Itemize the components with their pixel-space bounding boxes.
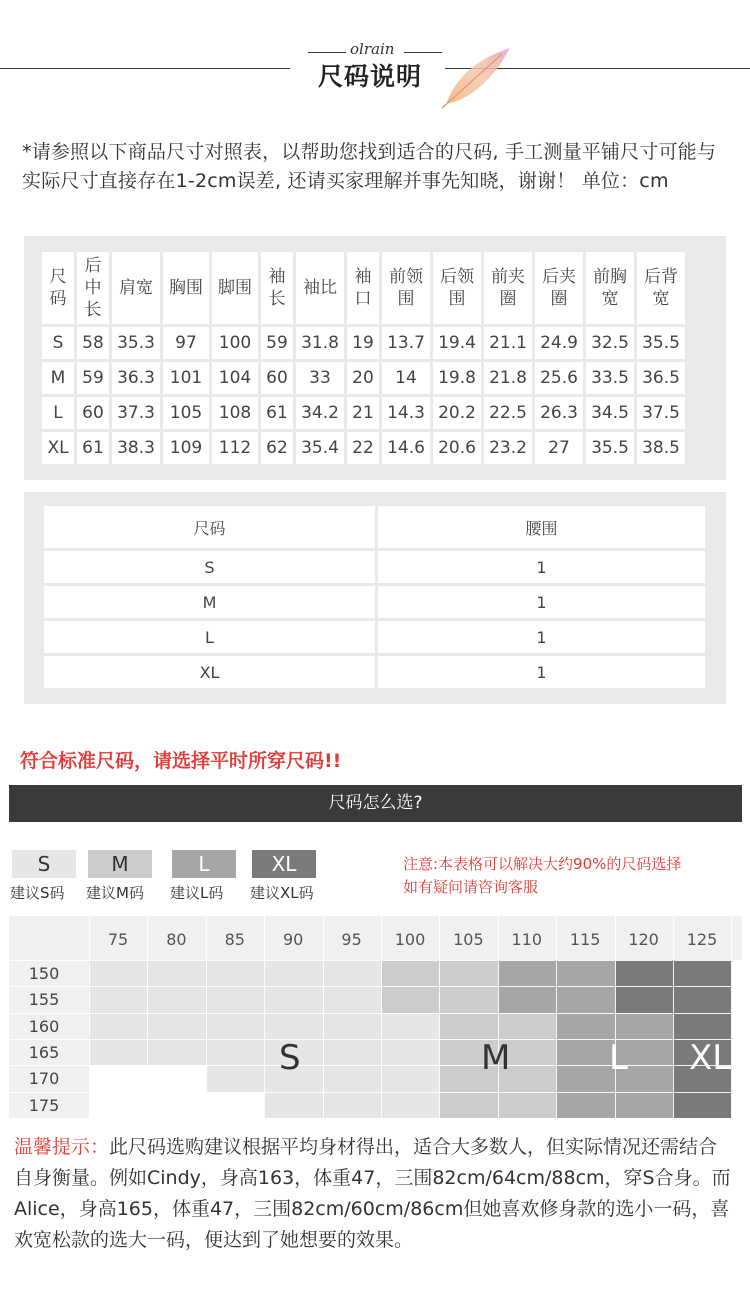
- table-cell: 32.5: [586, 327, 634, 359]
- table-header-cell: 脚围: [212, 252, 258, 324]
- chart-cell: [556, 1092, 615, 1119]
- chart-cell: [206, 1013, 265, 1040]
- chart-cell: [323, 1013, 382, 1040]
- legend-swatch: S: [12, 850, 76, 878]
- table-cell: 35.3: [112, 327, 160, 359]
- chart-cell: [498, 1092, 557, 1119]
- table-header-cell: 袖 长: [261, 252, 293, 324]
- chart-cell: [89, 1039, 148, 1066]
- weight-tick-label: 115: [569, 930, 601, 949]
- legend-label: 建议M码: [86, 884, 144, 902]
- table-row: [44, 551, 705, 583]
- chart-size-label: S: [279, 1038, 301, 1078]
- table-header-cell: 后领 围: [433, 252, 481, 324]
- waist-table-panel: [24, 492, 726, 704]
- table-row: [42, 432, 685, 464]
- chart-cell: [381, 1013, 440, 1040]
- height-tick-label: 175: [28, 1095, 60, 1115]
- table-header-cell: 前夹 圈: [484, 252, 532, 324]
- chart-cell: [615, 1013, 674, 1040]
- table-cell: L: [44, 621, 375, 653]
- table-cell: 14.6: [382, 432, 430, 464]
- chart-cell: [147, 1013, 206, 1040]
- chart-cell: [206, 986, 265, 1013]
- tip-label: 温馨提示：: [14, 1136, 110, 1158]
- height-tick-label: 155: [28, 990, 60, 1010]
- legend-item-l: [170, 850, 236, 903]
- brand-dash-left: [308, 52, 346, 53]
- chart-cell: [206, 1065, 265, 1092]
- table-header-cell: 后夹 圈: [535, 252, 583, 324]
- chart-cell: [439, 986, 498, 1013]
- chart-cell: [89, 1065, 148, 1092]
- table-cell: XL: [44, 656, 375, 688]
- chart-cell: [323, 1065, 382, 1092]
- chart-gridline: [9, 1039, 742, 1040]
- chart-gridline: [9, 1118, 742, 1119]
- table-cell: 25.6: [535, 362, 583, 394]
- table-cell: 37.3: [112, 397, 160, 429]
- weight-tick-label: 85: [224, 930, 245, 949]
- table-cell: M: [44, 586, 375, 618]
- legend-label: 建议S码: [10, 884, 65, 902]
- weight-tick-label: 100: [394, 930, 426, 949]
- table-cell: 14.3: [382, 397, 430, 429]
- table-row: [44, 586, 705, 618]
- chart-cell: [147, 1039, 206, 1066]
- legend-swatch: XL: [252, 850, 316, 878]
- chart-gridline: [9, 960, 742, 961]
- tip-paragraph: [14, 1132, 736, 1256]
- table-header-cell: 腰围: [378, 506, 705, 548]
- table-cell: 59: [261, 327, 293, 359]
- weight-tick-label: 80: [166, 930, 187, 949]
- table-cell: 100: [212, 327, 258, 359]
- table-cell: 105: [163, 397, 209, 429]
- table-cell: 34.5: [586, 397, 634, 429]
- table-cell: 104: [212, 362, 258, 394]
- table-cell: 19: [347, 327, 379, 359]
- table-header-cell: 后 中 长: [77, 252, 109, 324]
- legend-note: [403, 853, 681, 899]
- height-tick-label: 170: [28, 1069, 60, 1089]
- table-cell: L: [42, 397, 74, 429]
- table-cell: 35.5: [586, 432, 634, 464]
- table-header-cell: 前胸 宽: [586, 252, 634, 324]
- table-cell: 60: [261, 362, 293, 394]
- table-cell: 58: [77, 327, 109, 359]
- chart-cell: [556, 1065, 615, 1092]
- table-cell: 108: [212, 397, 258, 429]
- chart-cell: [439, 1092, 498, 1119]
- table-cell: 31.8: [296, 327, 344, 359]
- legend-item-xl: [250, 850, 316, 903]
- chart-cell: [264, 1013, 323, 1040]
- table-cell: 61: [77, 432, 109, 464]
- chart-size-label: M: [481, 1038, 511, 1078]
- chart-cell: [673, 1092, 732, 1119]
- chart-cell: [556, 1013, 615, 1040]
- chart-gridline: [9, 986, 742, 987]
- table-cell: 20.6: [433, 432, 481, 464]
- chart-cell: [673, 986, 732, 1013]
- weight-tick-label: 120: [628, 930, 659, 949]
- table-header-cell: 后背 宽: [637, 252, 685, 324]
- table-cell: 27: [535, 432, 583, 464]
- table-cell: 22: [347, 432, 379, 464]
- chart-gridline: [9, 1013, 742, 1014]
- chart-gridline: [9, 1092, 742, 1093]
- table-cell: 19.4: [433, 327, 481, 359]
- table-header-cell: 尺 码: [42, 252, 74, 324]
- table-cell: M: [42, 362, 74, 394]
- chart-cell: [147, 1092, 206, 1119]
- table-cell: 20: [347, 362, 379, 394]
- weight-tick-label: 95: [341, 930, 362, 949]
- weight-tick-label: 125: [686, 930, 718, 949]
- page-header: [0, 0, 750, 120]
- table-cell: 38.5: [637, 432, 685, 464]
- weight-tick-label: 110: [511, 930, 543, 949]
- table-cell: 14: [382, 362, 430, 394]
- page-title: 尺码说明: [318, 62, 423, 91]
- table-header-row: [42, 252, 685, 324]
- table-cell: 97: [163, 327, 209, 359]
- legend-label: 建议XL码: [250, 884, 314, 902]
- table-cell: 21.8: [484, 362, 532, 394]
- legend-label: 建议L码: [170, 884, 224, 902]
- chart-cell: [89, 1013, 148, 1040]
- measurement-table-panel: [24, 236, 726, 480]
- section-bar: 尺码怎么选?: [9, 785, 742, 822]
- table-cell: 60: [77, 397, 109, 429]
- table-cell: 20.2: [433, 397, 481, 429]
- table-cell: 1: [378, 586, 705, 618]
- height-tick-label: 160: [28, 1016, 60, 1036]
- table-cell: 26.3: [535, 397, 583, 429]
- feather-icon: [432, 42, 522, 112]
- table-cell: 33.5: [586, 362, 634, 394]
- table-cell: 34.2: [296, 397, 344, 429]
- table-header-cell: 肩宽: [112, 252, 160, 324]
- chart-cell: [556, 1039, 615, 1066]
- chart-size-label: L: [609, 1038, 628, 1078]
- table-cell: 36.5: [637, 362, 685, 394]
- size-chart: [9, 916, 742, 1118]
- table-cell: 61: [261, 397, 293, 429]
- table-cell: 33: [296, 362, 344, 394]
- waist-table: [41, 503, 708, 691]
- chart-gridline: [9, 1065, 742, 1066]
- header-line-left: [0, 68, 290, 69]
- chart-cell: [381, 1065, 440, 1092]
- table-cell: 35.4: [296, 432, 344, 464]
- table-cell: 23.2: [484, 432, 532, 464]
- legend-note-line: 如有疑问请咨询客服: [403, 878, 539, 896]
- table-cell: 21: [347, 397, 379, 429]
- table-header-cell: 袖 口: [347, 252, 379, 324]
- table-cell: 24.9: [535, 327, 583, 359]
- chart-cell: [498, 1013, 557, 1040]
- chart-cell: [381, 986, 440, 1013]
- chart-cell: [147, 1065, 206, 1092]
- chart-cell: [206, 1092, 265, 1119]
- table-cell: 101: [163, 362, 209, 394]
- chart-size-label: XL: [689, 1038, 732, 1078]
- chart-cell: [264, 986, 323, 1013]
- height-tick-label: 165: [28, 1042, 60, 1062]
- chart-cell: [615, 986, 674, 1013]
- chart-cell: [264, 960, 323, 987]
- size-notice: 符合标准尺码，请选择平时所穿尺码!!: [20, 750, 342, 772]
- table-cell: 1: [378, 551, 705, 583]
- legend-swatch: L: [172, 850, 236, 878]
- table-header-cell: 前领 围: [382, 252, 430, 324]
- legend-item-s: [10, 850, 76, 903]
- table-cell: 1: [378, 656, 705, 688]
- chart-cell: [323, 986, 382, 1013]
- chart-gridline: [731, 916, 732, 1118]
- table-header-cell: 胸围: [163, 252, 209, 324]
- table-row: [42, 362, 685, 394]
- table-header-row: [44, 506, 705, 548]
- chart-cell: [323, 1039, 382, 1066]
- chart-cell: [323, 1092, 382, 1119]
- legend-swatch: M: [88, 850, 152, 878]
- table-cell: 1: [378, 621, 705, 653]
- tip-text: 此尺码选购建议根据平均身材得出，适合大多数人，但实际情况还需结合自身衡量。例如Cindy，身高163，体重47，三围82cm/64cm/88cm，穿S合身。而Alice，身高165，体重47，三围82cm/60cm/86cm但她喜欢修身款的选小一码，喜欢宽松款的选大一码，便达到了她想要的效果。: [14, 1136, 731, 1251]
- chart-cell: [89, 986, 148, 1013]
- brand-logo: olrain: [350, 40, 395, 58]
- chart-cell: [381, 1039, 440, 1066]
- chart-cell: [147, 986, 206, 1013]
- table-header-cell: 袖比: [296, 252, 344, 324]
- chart-cell: [264, 1092, 323, 1119]
- table-cell: 19.8: [433, 362, 481, 394]
- measurement-table: [39, 249, 688, 467]
- table-row: [44, 621, 705, 653]
- chart-cell: [673, 1013, 732, 1040]
- weight-tick-label: 90: [283, 930, 304, 949]
- table-cell: 35.5: [637, 327, 685, 359]
- chart-cell: [498, 960, 557, 987]
- table-cell: 13.7: [382, 327, 430, 359]
- chart-cell: [439, 960, 498, 987]
- legend-item-m: [86, 850, 152, 903]
- chart-cell: [556, 986, 615, 1013]
- height-tick-label: 150: [28, 964, 60, 983]
- table-cell: 38.3: [112, 432, 160, 464]
- table-cell: 37.5: [637, 397, 685, 429]
- table-cell: S: [44, 551, 375, 583]
- legend-note-line: 注意:本表格可以解决大约90%的尺码选择: [403, 855, 682, 873]
- table-cell: 112: [212, 432, 258, 464]
- table-cell: 22.5: [484, 397, 532, 429]
- chart-cell: [498, 986, 557, 1013]
- chart-cell: [615, 960, 674, 987]
- table-cell: XL: [42, 432, 74, 464]
- weight-tick-label: 75: [107, 930, 129, 949]
- table-cell: 21.1: [484, 327, 532, 359]
- table-cell: 109: [163, 432, 209, 464]
- weight-tick-label: 105: [453, 930, 484, 949]
- chart-cell: [556, 960, 615, 987]
- chart-cell: [615, 1092, 674, 1119]
- intro-text: *请参照以下商品尺寸对照表，以帮助您找到适合的尺码, 手工测量平铺尺寸可能与实际尺寸直接存在1-2cm误差, 还请买家理解并事先知晓，谢谢！ 单位：cm: [22, 141, 717, 192]
- table-header-cell: 尺码: [44, 506, 375, 548]
- table-row: [42, 397, 685, 429]
- chart-cell: [147, 960, 206, 987]
- table-row: [42, 327, 685, 359]
- chart-cell: [89, 960, 148, 987]
- table-cell: 62: [261, 432, 293, 464]
- chart-cell: [381, 1092, 440, 1119]
- chart-cell: [439, 1013, 498, 1040]
- chart-cell: [381, 960, 440, 987]
- chart-cell: [673, 960, 732, 987]
- table-row: [44, 656, 705, 688]
- chart-cell: [89, 1092, 148, 1119]
- table-cell: 59: [77, 362, 109, 394]
- chart-cell: [206, 1039, 265, 1066]
- table-cell: 36.3: [112, 362, 160, 394]
- chart-cell: [323, 960, 382, 987]
- table-cell: S: [42, 327, 74, 359]
- chart-cell: [206, 960, 265, 987]
